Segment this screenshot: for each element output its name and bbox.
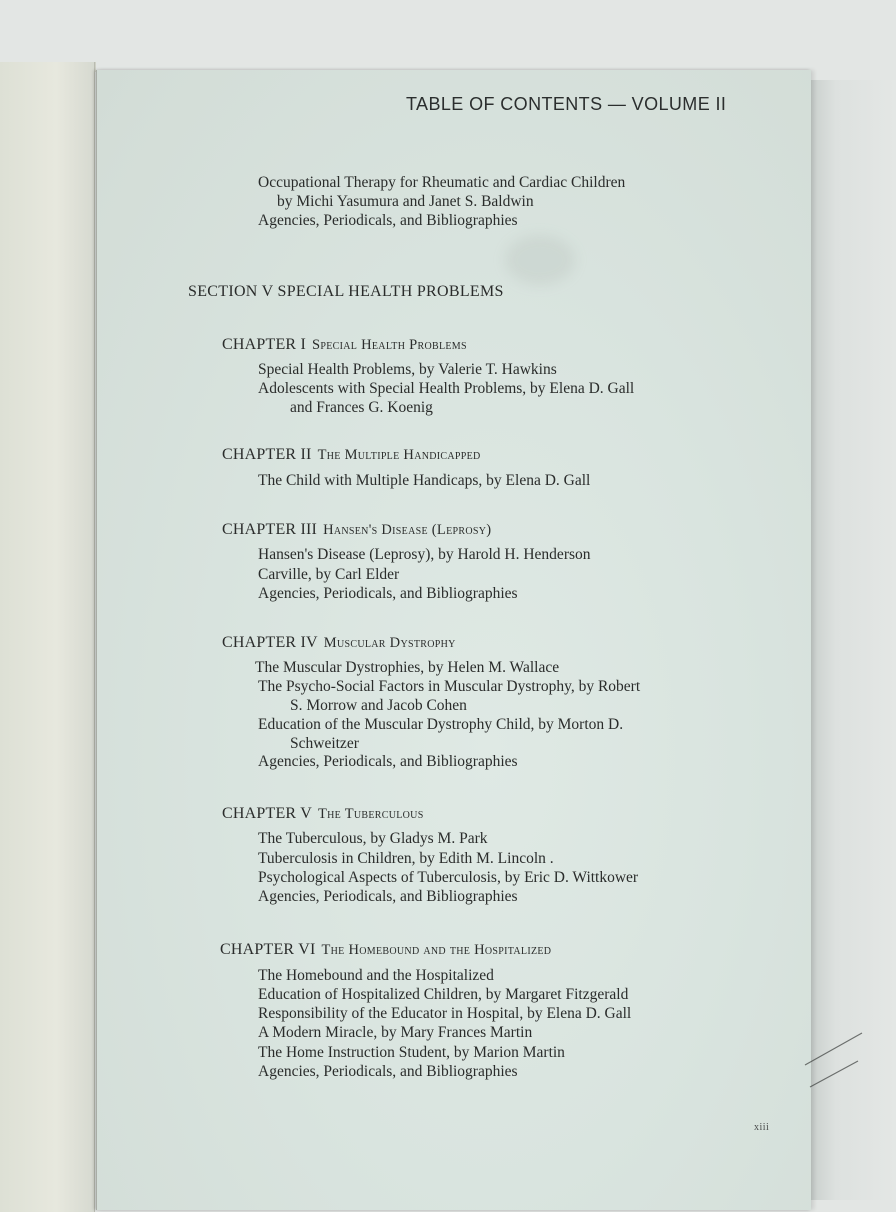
- toc-entry: Agencies, Periodicals, and Bibliographies: [258, 212, 518, 229]
- toc-entry: Tuberculosis in Children, by Edith M. Lincoln .: [258, 850, 554, 867]
- chapter-heading: [222, 805, 424, 823]
- chapter-heading: [222, 336, 467, 354]
- chapter-heading: [222, 521, 491, 539]
- toc-entry: The Tuberculous, by Gladys M. Park: [258, 830, 488, 847]
- toc-entry: Education of Hospitalized Children, by Margaret Fitzgerald: [258, 986, 629, 1003]
- toc-entry: Agencies, Periodicals, and Bibliographies: [258, 1063, 518, 1080]
- chapter-heading: [220, 941, 551, 959]
- toc-entry: The Home Instruction Student, by Marion Martin: [258, 1044, 565, 1061]
- chapter-number: CHAPTER VI: [220, 941, 316, 958]
- left-page: [0, 62, 95, 1212]
- toc-entry: The Child with Multiple Handicaps, by Elena D. Gall: [258, 472, 591, 489]
- toc-entry: S. Morrow and Jacob Cohen: [290, 697, 467, 714]
- toc-entry: Responsibility of the Educator in Hospital, by Elena D. Gall: [258, 1005, 632, 1022]
- chapter-heading: [222, 446, 481, 464]
- toc-entry: Psychological Aspects of Tuberculosis, by Eric D. Wittkower: [258, 869, 639, 886]
- pen-scribble: [800, 1025, 870, 1095]
- page-number: xiii: [754, 1122, 770, 1133]
- chapter-title: Hansen's Disease (Leprosy): [323, 522, 492, 538]
- chapter-number: CHAPTER II: [222, 446, 312, 463]
- toc-entry: Special Health Problems, by Valerie T. Hawkins: [258, 361, 557, 378]
- section-heading: SECTION V SPECIAL HEALTH PROBLEMS: [188, 283, 504, 300]
- toc-entry: Agencies, Periodicals, and Bibliographies: [258, 888, 518, 905]
- toc-entry: The Homebound and the Hospitalized: [258, 967, 494, 984]
- toc-entry: Agencies, Periodicals, and Bibliographies: [258, 585, 518, 602]
- toc-entry: and Frances G. Koenig: [290, 399, 433, 416]
- toc-entry: Occupational Therapy for Rheumatic and Cardiac Children: [258, 174, 626, 191]
- toc-entry: The Psycho-Social Factors in Muscular Dystrophy, by Robert: [258, 678, 641, 695]
- chapter-number: CHAPTER III: [222, 521, 318, 538]
- toc-entry: Agencies, Periodicals, and Bibliographies: [258, 753, 518, 770]
- running-head: TABLE OF CONTENTS — VOLUME II: [406, 94, 727, 114]
- chapter-number: CHAPTER I: [222, 336, 307, 353]
- toc-entry: Adolescents with Special Health Problems, by Elena D. Gall: [258, 380, 635, 397]
- toc-entry: Education of the Muscular Dystrophy Child, by Morton D.: [258, 716, 624, 733]
- chapter-number: CHAPTER IV: [222, 634, 318, 651]
- toc-entry: Schweitzer: [290, 735, 359, 752]
- toc-entry: A Modern Miracle, by Mary Frances Martin: [258, 1024, 533, 1041]
- toc-entry: The Muscular Dystrophies, by Helen M. Wallace: [255, 659, 560, 676]
- toc-entry: Hansen's Disease (Leprosy), by Harold H. Henderson: [258, 546, 591, 563]
- chapter-title: The Homebound and the Hospitalized: [321, 942, 552, 958]
- chapter-heading: [222, 634, 456, 652]
- toc-entry: by Michi Yasumura and Janet S. Baldwin: [277, 193, 534, 210]
- page-smudge: [505, 235, 575, 285]
- chapter-title: The Multiple Handicapped: [317, 447, 481, 463]
- chapter-title: Muscular Dystrophy: [323, 635, 456, 651]
- chapter-title: The Tuberculous: [317, 806, 424, 822]
- chapter-title: Special Health Problems: [312, 337, 467, 353]
- chapter-number: CHAPTER V: [222, 805, 312, 822]
- toc-entry: Carville, by Carl Elder: [258, 566, 400, 583]
